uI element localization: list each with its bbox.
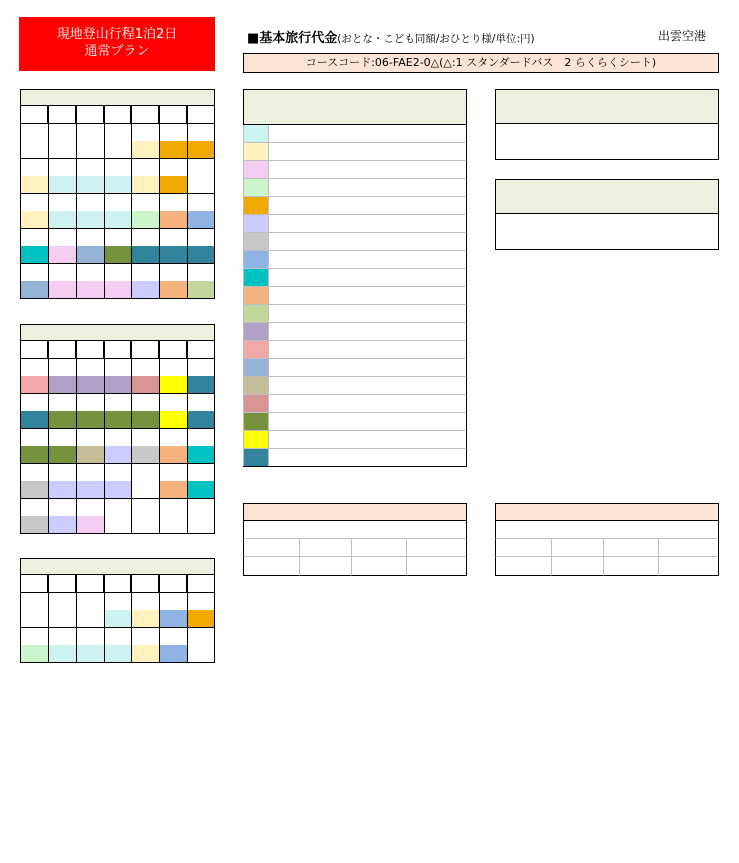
flight-column-header xyxy=(658,539,719,557)
calendar-date xyxy=(159,593,187,610)
calendar-price-code xyxy=(104,446,132,464)
calendar-price-code xyxy=(20,246,48,264)
price-departure-label xyxy=(269,125,325,143)
calendar-date xyxy=(104,429,132,446)
flight-value xyxy=(243,557,299,576)
calendar-date xyxy=(159,194,187,211)
calendar-price-code xyxy=(48,411,76,429)
calendar-date xyxy=(159,264,187,281)
flight-column-header xyxy=(299,539,351,557)
calendar-date xyxy=(131,229,159,246)
calendar-date xyxy=(76,394,104,411)
calendar-price-code xyxy=(159,246,187,264)
rental-set-header xyxy=(495,179,719,214)
price-code xyxy=(243,377,269,395)
price-amount xyxy=(325,323,467,341)
calendar-date xyxy=(131,628,159,645)
price-table-header xyxy=(243,89,467,125)
calendar-date xyxy=(131,429,159,446)
plan-title-line1: 現地登山行程1泊2日 xyxy=(56,27,178,42)
calendar-price-code xyxy=(104,516,132,534)
price-amount xyxy=(325,359,467,377)
course-code-box: コースコード:06-FAE2-0△(△:1 スタンダードバス 2 らくらくシート) xyxy=(243,53,719,73)
calendar-price-code xyxy=(48,446,76,464)
price-amount xyxy=(325,449,467,467)
calendar-price-code xyxy=(104,281,132,299)
price-amount xyxy=(325,413,467,431)
calendar-price-code xyxy=(187,176,215,194)
price-departure-label xyxy=(269,431,325,449)
calendar-date xyxy=(187,124,215,141)
flight-title xyxy=(243,503,467,521)
calendar-date xyxy=(48,359,76,376)
calendar-date xyxy=(48,229,76,246)
calendar-date xyxy=(104,124,132,141)
calendar-date xyxy=(48,429,76,446)
calendar-date xyxy=(20,194,48,211)
flight-column-header xyxy=(495,539,551,557)
price-amount xyxy=(325,233,467,251)
calendar-date xyxy=(187,264,215,281)
calendar-price-code xyxy=(76,376,104,394)
calendar-price-code xyxy=(104,211,132,229)
calendar-date xyxy=(159,628,187,645)
calendar-date xyxy=(20,499,48,516)
flight-value xyxy=(603,557,658,576)
calendar-date xyxy=(48,464,76,481)
calendar-price-code xyxy=(187,610,215,628)
calendar-date xyxy=(48,593,76,610)
calendar-price-code xyxy=(76,481,104,499)
flight-value xyxy=(299,557,351,576)
weekday-header xyxy=(159,575,187,593)
calendar-date xyxy=(76,499,104,516)
calendar-date xyxy=(76,264,104,281)
calendar-price-code xyxy=(48,246,76,264)
calendar-date xyxy=(159,429,187,446)
flight-column-header xyxy=(603,539,658,557)
calendar-date xyxy=(187,593,215,610)
calendar-title xyxy=(20,324,215,341)
calendar-date xyxy=(48,124,76,141)
calendar-price-code xyxy=(187,481,215,499)
calendar-price-code xyxy=(104,141,132,159)
price-amount xyxy=(325,305,467,323)
calendar-date xyxy=(76,359,104,376)
calendar-price-code xyxy=(20,411,48,429)
price-amount xyxy=(325,341,467,359)
calendar-date xyxy=(131,159,159,176)
calendar-date xyxy=(131,359,159,376)
price-departure-label xyxy=(269,413,325,431)
calendar-date xyxy=(76,593,104,610)
weekday-header xyxy=(131,575,159,593)
calendar-price-code xyxy=(76,246,104,264)
weekday-header xyxy=(48,575,76,593)
calendar-date xyxy=(159,359,187,376)
price-code xyxy=(243,197,269,215)
calendar-price-code xyxy=(187,516,215,534)
calendar-date xyxy=(104,229,132,246)
flight-column-header xyxy=(243,539,299,557)
calendar-price-code xyxy=(131,481,159,499)
calendar-price-code xyxy=(131,141,159,159)
calendar-price-code xyxy=(159,211,187,229)
departure-airport-label: 出雲空港 xyxy=(658,29,707,43)
plan-title-box xyxy=(19,17,215,71)
calendar-price-code xyxy=(159,411,187,429)
calendar-price-code xyxy=(159,645,187,663)
calendar-date xyxy=(131,593,159,610)
calendar-date xyxy=(131,499,159,516)
weekday-header xyxy=(48,341,76,359)
calendar-price-code xyxy=(76,610,104,628)
calendar-price-code xyxy=(76,281,104,299)
price-code xyxy=(243,269,269,287)
flight-column-header xyxy=(551,539,603,557)
calendar-date xyxy=(48,159,76,176)
calendar-date xyxy=(20,264,48,281)
calendar-price-code xyxy=(104,645,132,663)
flight-title xyxy=(495,503,719,521)
calendar-price-code xyxy=(76,141,104,159)
calendar-price-code xyxy=(48,645,76,663)
calendar-price-code xyxy=(20,281,48,299)
calendar-date xyxy=(104,394,132,411)
weekday-header xyxy=(20,341,48,359)
calendar-date xyxy=(76,124,104,141)
calendar-price-code xyxy=(48,610,76,628)
calendar-date xyxy=(159,394,187,411)
calendar-price-code xyxy=(159,446,187,464)
calendar-date xyxy=(20,394,48,411)
rental-set-price xyxy=(495,124,719,160)
price-departure-label xyxy=(269,395,325,413)
calendar-price-code xyxy=(48,516,76,534)
calendar-price-code xyxy=(187,246,215,264)
calendar-price-code xyxy=(20,446,48,464)
calendar-date xyxy=(131,394,159,411)
calendar-date xyxy=(20,628,48,645)
flight-column-header xyxy=(406,539,467,557)
calendar-date xyxy=(187,159,215,176)
calendar-price-code xyxy=(159,141,187,159)
calendar-date xyxy=(20,429,48,446)
calendar-date xyxy=(159,464,187,481)
calendar-date xyxy=(131,264,159,281)
weekday-header xyxy=(131,106,159,124)
calendar-price-code xyxy=(20,516,48,534)
calendar-date xyxy=(187,229,215,246)
weekday-header xyxy=(187,106,215,124)
calendar-price-code xyxy=(187,281,215,299)
price-departure-label xyxy=(269,449,325,467)
price-table-bottom-border xyxy=(243,466,467,467)
price-departure-label xyxy=(269,161,325,179)
price-code xyxy=(243,341,269,359)
calendar-price-code xyxy=(187,211,215,229)
price-code xyxy=(243,143,269,161)
weekday-header xyxy=(76,341,104,359)
price-code xyxy=(243,179,269,197)
price-code xyxy=(243,359,269,377)
price-code xyxy=(243,323,269,341)
price-code xyxy=(243,305,269,323)
calendar-price-code xyxy=(131,610,159,628)
calendar-date xyxy=(76,628,104,645)
price-departure-label xyxy=(269,143,325,161)
flight-route xyxy=(243,521,467,539)
calendar-price-code xyxy=(187,446,215,464)
calendar-price-code xyxy=(131,211,159,229)
calendar-date xyxy=(48,499,76,516)
price-code xyxy=(243,251,269,269)
calendar-date xyxy=(187,359,215,376)
calendar-price-code xyxy=(104,610,132,628)
weekday-header xyxy=(159,341,187,359)
price-departure-label xyxy=(269,359,325,377)
price-code xyxy=(243,215,269,233)
calendar-price-code xyxy=(159,610,187,628)
price-heading xyxy=(247,27,535,46)
calendar-price-code xyxy=(131,246,159,264)
calendar-date xyxy=(48,394,76,411)
calendar-price-code xyxy=(20,610,48,628)
calendar-price-code xyxy=(48,376,76,394)
calendar-date xyxy=(76,229,104,246)
calendar-price-code xyxy=(159,281,187,299)
price-departure-label xyxy=(269,251,325,269)
calendar-date xyxy=(20,593,48,610)
rental-set-header xyxy=(495,89,719,124)
calendar-date xyxy=(131,194,159,211)
calendar-date xyxy=(104,464,132,481)
price-departure-label xyxy=(269,269,325,287)
calendar-price-code xyxy=(20,141,48,159)
calendar-date xyxy=(104,264,132,281)
calendar-date xyxy=(131,464,159,481)
calendar-date xyxy=(76,429,104,446)
calendar-date xyxy=(159,124,187,141)
price-code xyxy=(243,233,269,251)
calendar-date xyxy=(104,593,132,610)
price-amount xyxy=(325,251,467,269)
calendar-price-code xyxy=(131,411,159,429)
price-amount xyxy=(325,179,467,197)
calendar-price-code xyxy=(159,516,187,534)
weekday-header xyxy=(159,106,187,124)
calendar-price-code xyxy=(48,141,76,159)
price-departure-label xyxy=(269,287,325,305)
calendar-date xyxy=(104,194,132,211)
calendar-price-code xyxy=(76,446,104,464)
flight-value xyxy=(351,557,406,576)
calendar-price-code xyxy=(76,516,104,534)
price-departure-label xyxy=(269,197,325,215)
calendar-price-code xyxy=(20,645,48,663)
price-departure-label xyxy=(269,377,325,395)
calendar-date xyxy=(187,464,215,481)
calendar-price-code xyxy=(187,411,215,429)
calendar-price-code xyxy=(187,645,215,663)
calendar-price-code xyxy=(76,411,104,429)
calendar-price-code xyxy=(159,481,187,499)
calendar-price-code xyxy=(104,376,132,394)
calendar-date xyxy=(159,499,187,516)
calendar-price-code xyxy=(76,211,104,229)
price-departure-label xyxy=(269,179,325,197)
flight-value xyxy=(551,557,603,576)
price-amount xyxy=(325,269,467,287)
price-amount xyxy=(325,161,467,179)
calendar-price-code xyxy=(131,446,159,464)
calendar-price-code xyxy=(76,176,104,194)
calendar-price-code xyxy=(131,376,159,394)
rental-set-price xyxy=(495,214,719,250)
calendar-date xyxy=(76,194,104,211)
calendar-price-code xyxy=(48,211,76,229)
calendar-price-code xyxy=(48,481,76,499)
calendar-date xyxy=(48,264,76,281)
calendar-date xyxy=(104,359,132,376)
calendar-price-code xyxy=(187,376,215,394)
calendar-price-code xyxy=(187,141,215,159)
calendar-price-code xyxy=(104,411,132,429)
calendar-date xyxy=(104,628,132,645)
price-code xyxy=(243,161,269,179)
calendar-date xyxy=(76,464,104,481)
price-amount xyxy=(325,143,467,161)
flight-column-header xyxy=(351,539,406,557)
weekday-header xyxy=(104,341,132,359)
weekday-header xyxy=(48,106,76,124)
calendar-price-code xyxy=(48,176,76,194)
flight-value xyxy=(658,557,719,576)
calendar-date xyxy=(187,628,215,645)
calendar-date xyxy=(187,394,215,411)
weekday-header xyxy=(76,106,104,124)
calendar-price-code xyxy=(48,281,76,299)
calendar-price-code xyxy=(104,176,132,194)
calendar-date xyxy=(48,194,76,211)
price-amount xyxy=(325,215,467,233)
price-code xyxy=(243,449,269,467)
calendar-price-code xyxy=(131,281,159,299)
calendar-date xyxy=(48,628,76,645)
price-amount xyxy=(325,377,467,395)
weekday-header xyxy=(20,575,48,593)
calendar-price-code xyxy=(131,176,159,194)
calendar-title xyxy=(20,89,215,106)
price-code xyxy=(243,287,269,305)
price-departure-label xyxy=(269,215,325,233)
calendar-date xyxy=(187,429,215,446)
calendar-date xyxy=(104,159,132,176)
calendar-date xyxy=(20,359,48,376)
price-code xyxy=(243,125,269,143)
flight-route xyxy=(495,521,719,539)
price-departure-label xyxy=(269,341,325,359)
plan-title-line2: 通常プラン xyxy=(84,44,150,59)
weekday-header xyxy=(131,341,159,359)
calendar-date xyxy=(131,124,159,141)
calendar-title xyxy=(20,558,215,575)
calendar-price-code xyxy=(159,176,187,194)
calendar-price-code xyxy=(20,176,48,194)
price-amount xyxy=(325,197,467,215)
calendar-price-code xyxy=(104,246,132,264)
price-heading-main: ■基本旅行代金 xyxy=(247,31,338,46)
price-departure-label xyxy=(269,233,325,251)
price-heading-sub: (おとな・こども同額/おひとり様/単位:円) xyxy=(337,33,535,45)
calendar-date xyxy=(76,159,104,176)
calendar-price-code xyxy=(104,481,132,499)
calendar-price-code xyxy=(20,376,48,394)
calendar-date xyxy=(20,464,48,481)
calendar-price-code xyxy=(131,645,159,663)
flight-value xyxy=(495,557,551,576)
calendar-date xyxy=(159,159,187,176)
weekday-header xyxy=(20,106,48,124)
calendar-date xyxy=(20,124,48,141)
price-amount xyxy=(325,431,467,449)
price-code xyxy=(243,395,269,413)
price-departure-label xyxy=(269,323,325,341)
calendar-price-code xyxy=(76,645,104,663)
price-code xyxy=(243,431,269,449)
weekday-header xyxy=(187,341,215,359)
calendar-price-code xyxy=(20,211,48,229)
price-amount xyxy=(325,287,467,305)
weekday-header xyxy=(187,575,215,593)
calendar-date xyxy=(187,194,215,211)
flight-value xyxy=(406,557,467,576)
calendar-price-code xyxy=(159,376,187,394)
weekday-header xyxy=(104,575,132,593)
calendar-price-code xyxy=(20,481,48,499)
calendar-date xyxy=(104,499,132,516)
calendar-date xyxy=(20,229,48,246)
calendar-date xyxy=(159,229,187,246)
calendar-price-code xyxy=(131,516,159,534)
price-amount xyxy=(325,125,467,143)
price-departure-label xyxy=(269,305,325,323)
weekday-header xyxy=(104,106,132,124)
weekday-header xyxy=(76,575,104,593)
calendar-date xyxy=(20,159,48,176)
price-amount xyxy=(325,395,467,413)
calendar-date xyxy=(187,499,215,516)
price-code xyxy=(243,413,269,431)
